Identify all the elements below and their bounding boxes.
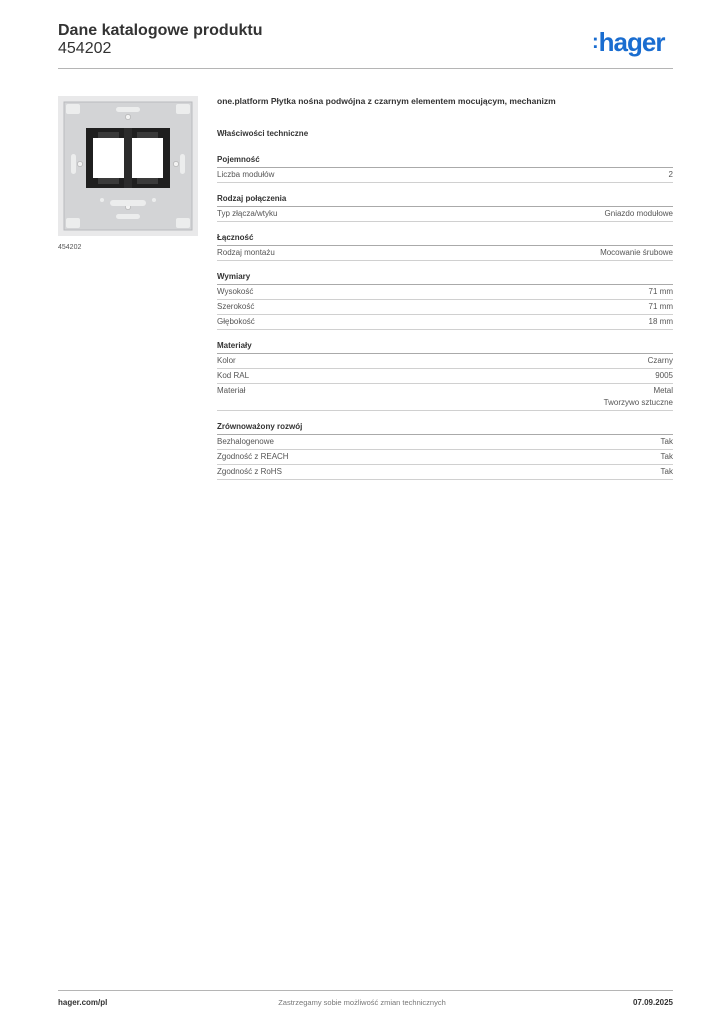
document-title: Dane katalogowe produktu [58,22,263,39]
header-divider [58,68,673,69]
property-label: Głębokość [217,317,255,326]
product-description: one.platform Płytka nośna podwójna z czarnym elementem mocującym, mechanizm [217,96,556,106]
section-title: Wymiary [217,271,673,285]
property-label: Zgodność z RoHS [217,467,282,476]
property-section [217,271,673,330]
product-content [217,96,673,490]
section-title: Łączność [217,232,673,246]
property-label: Materiał [217,386,246,395]
property-row [217,168,673,183]
property-value-line: 9005 [655,371,673,380]
section-title: Materiały [217,340,673,354]
property-value-line: 2 [668,170,673,179]
property-label: Szerokość [217,302,255,311]
property-section [217,421,673,480]
logo-dots-icon: : [592,31,598,53]
footer-disclaimer: Zastrzegamy sobie możliwość zmian technicznych [278,998,446,1007]
product-code: 454202 [58,40,112,57]
property-value [649,301,673,313]
technical-properties-heading: Właściwości techniczne [217,129,309,138]
property-label: Kolor [217,356,236,365]
section-title: Zrównoważony rozwój [217,421,673,435]
logo-text: hager [598,27,665,57]
property-value [649,286,673,298]
property-value-line: Czarny [647,356,673,365]
property-section [217,193,673,222]
property-label: Rodzaj montażu [217,248,275,257]
property-row [217,285,673,300]
property-label: Kod RAL [217,371,250,380]
mounting-plate-illustration [58,96,198,236]
property-value [600,247,673,259]
property-value-line: Metal [653,386,673,395]
property-value [655,370,673,382]
property-value-line: 18 mm [648,317,673,326]
property-value [604,385,673,409]
property-value [649,316,673,328]
property-value [661,436,673,448]
property-row [217,354,673,369]
footer-date: 07.09.2025 [632,998,673,1007]
property-row [217,465,673,480]
property-row [217,435,673,450]
property-value [648,355,673,367]
property-value-line: Mocowanie śrubowe [600,248,673,257]
property-row [217,300,673,315]
property-value [605,208,673,220]
property-value [669,169,673,181]
property-label: Typ złącza/wtyku [217,209,278,218]
section-title: Rodzaj połączenia [217,193,673,207]
hager-logo[interactable] [592,28,664,56]
property-value-line: Tak [660,437,673,446]
image-caption: 454202 [58,244,82,251]
property-row [217,207,673,222]
property-row [217,384,673,411]
property-value-line: Gniazdo modułowe [604,209,673,218]
property-section [217,154,673,183]
property-value [661,451,673,463]
property-label: Bezhalogenowe [217,437,274,446]
property-label: Liczba modułów [217,170,275,179]
property-section [217,232,673,261]
property-value-line: 71 mm [648,287,673,296]
property-label: Zgodność z REACH [217,452,289,461]
property-value [661,466,673,478]
property-value-line: Tak [660,452,673,461]
footer-divider [58,990,673,991]
property-row [217,315,673,330]
property-row [217,246,673,261]
property-row [217,369,673,384]
property-label: Wysokość [217,287,254,296]
property-value-line: Tak [660,467,673,476]
property-value-line: Tworzywo sztuczne [603,398,673,407]
section-title: Pojemność [217,154,673,168]
property-value-line: 71 mm [648,302,673,311]
properties-list [217,154,673,480]
product-image [58,96,198,236]
property-section [217,340,673,411]
property-row [217,450,673,465]
footer-website-link[interactable]: hager.com/pl [58,998,108,1007]
